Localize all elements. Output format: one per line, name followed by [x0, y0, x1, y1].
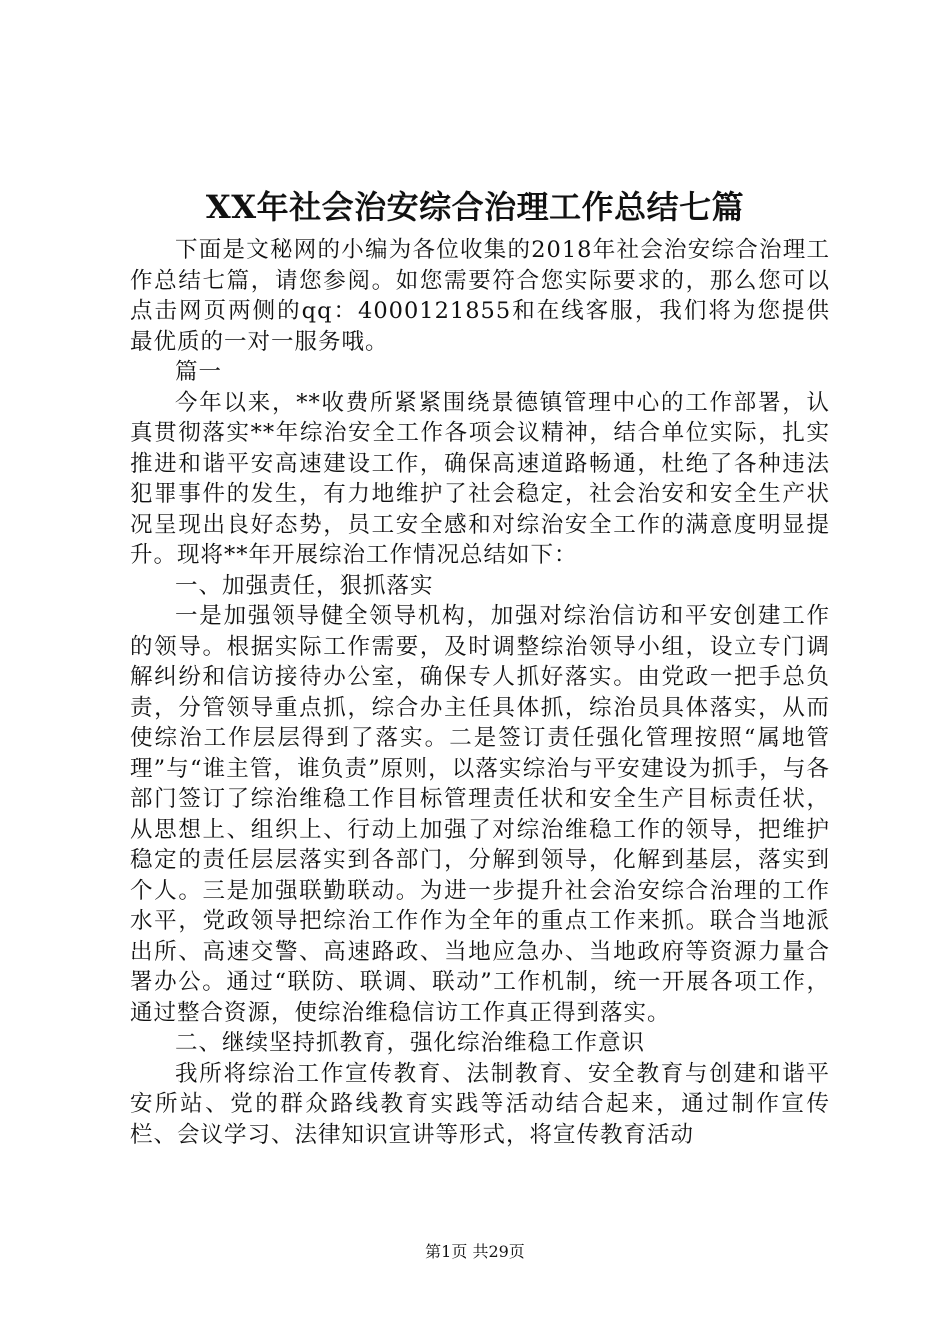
document-title: XX年社会治安综合治理工作总结七篇 [205, 188, 745, 226]
paragraph-education: 我所将综治工作宣传教育、法制教育、安全教育与创建和谐平安所站、党的群众路线教育实践等活动结合起来，通过制作宣传栏、会议学习、法律知识宣讲等形式，将宣传教育活动 [130, 1060, 830, 1148]
section-heading-part-one: 篇一 [175, 359, 223, 385]
paragraph-intro: 下面是文秘网的小编为各位收集的2018年社会治安综合治理工作总结七篇，请您参阅。如您需要符合您实际要求的，那么您可以点击网页两侧的qq：4000121855和在线客服，我们将为您提供最优质的一对一服务哦。 [130, 237, 830, 355]
paragraph-overview: 今年以来，**收费所紧紧围绕景德镇管理中心的工作部署，认真贯彻落实**年综治安全工作各项会议精神，结合单位实际，扎实推进和谐平安高速建设工作，确保高速道路畅通，杜绝了各种违法犯罪事件的发生，有力地维护了社会稳定，社会治安和安全生产状况呈现出良好态势，员工安全感和对综治安全工作的满意度明显提升。现将**年开展综治工作情况总结如下： [130, 389, 830, 568]
page-footer: 第1页 共29页 [425, 1242, 525, 1261]
section-heading-education: 二、继续坚持抓教育，强化综治维稳工作意识 [175, 1030, 646, 1056]
document-body [130, 235, 830, 1195]
section-heading-responsibility: 一、加强责任，狠抓落实 [175, 572, 434, 599]
paragraph-responsibility: 一是加强领导健全领导机构，加强对综治信访和平安创建工作的领导。根据实际工作需要，及时调整综治领导小组，设立专门调解纠纷和信访接待办公室，确保专人抓好落实。由党政一把手总负责，分管领导重点抓，综合办主任具体抓，综治员具体落实，从而使综治工作层层得到了落实。二是签订责任强化管理按照“属地管理”与“谁主管，谁负责”原则，以落实综治与平安建设为抓手，与各部门签订了综治维稳工作目标管理责任状和安全生产目标责任状，从思想上、组织上、行动上加强了对综治维稳工作的领导，把维护稳定的责任层层落实到各部门，分解到领导，化解到基层，落实到个人。三是加强联勤联动。为进一步提升社会治安综合治理的工作水平，党政领导把综治工作作为全年的重点工作来抓。联合当地派出所、高速交警、高速路政、当地应急办、当地政府等资源力量合署办公。通过“联防、联调、联动”工作机制，统一开展各项工作，通过整合资源，使综治维稳信访工作真正得到落实。 [130, 603, 830, 1026]
